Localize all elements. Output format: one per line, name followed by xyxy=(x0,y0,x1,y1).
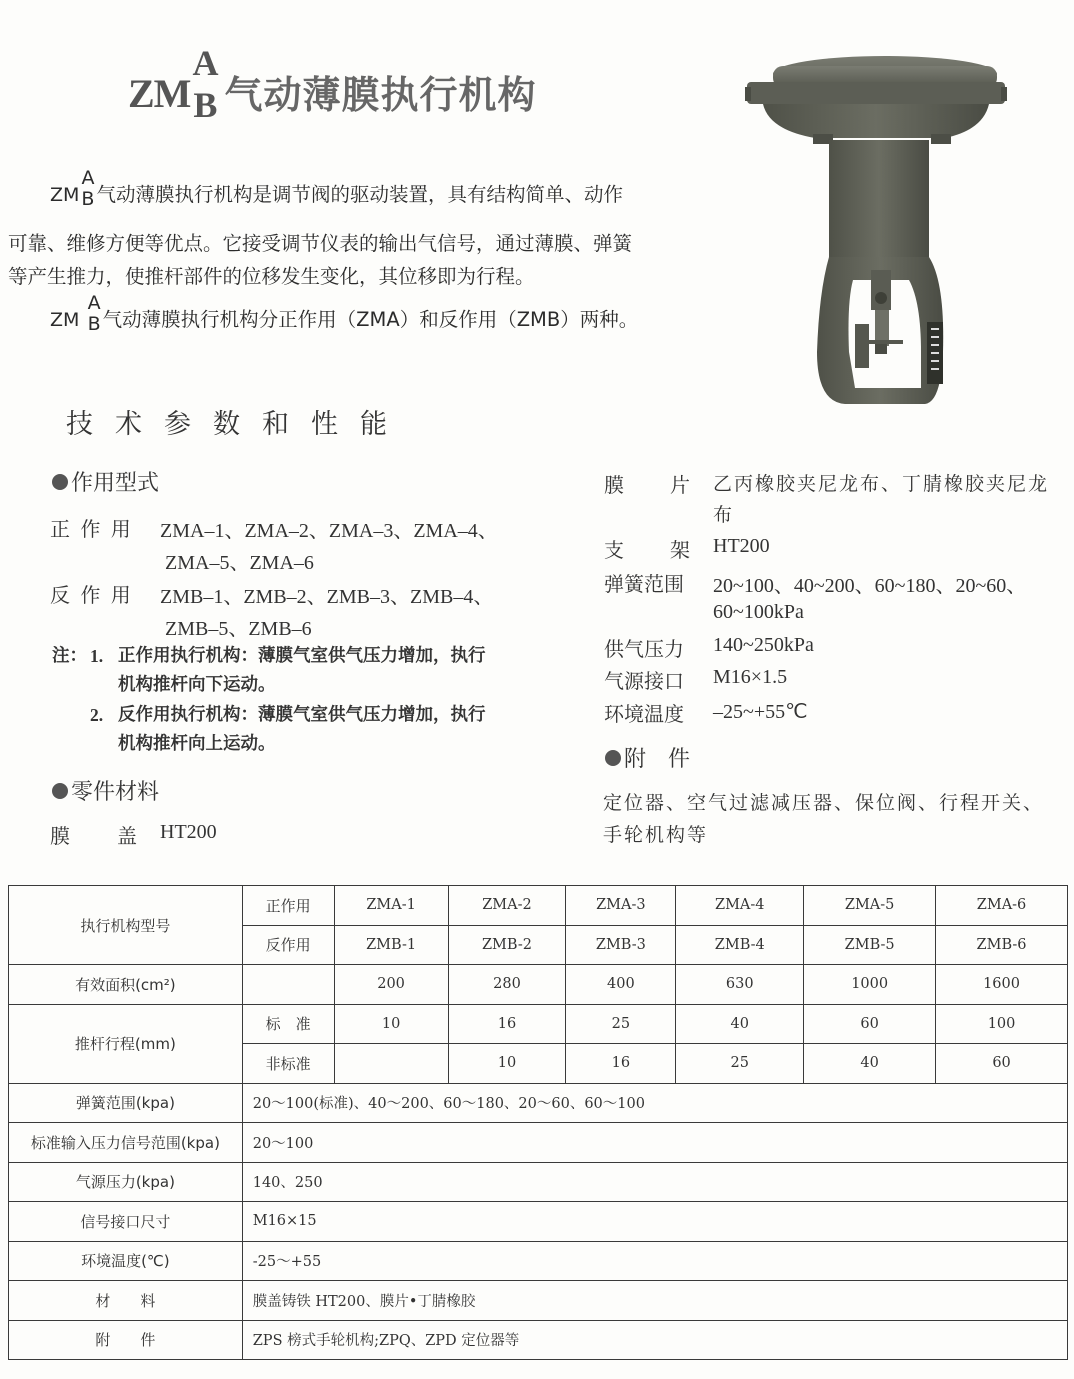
row-value-cell: 140、250 xyxy=(242,1162,1067,1202)
bracket-label-a: 支 xyxy=(604,538,624,562)
area-label-cell: 有效面积(cm²) xyxy=(9,965,243,1005)
bullet-icon xyxy=(605,750,621,766)
reverse-models-line-1: ZMB–1、ZMB–2、ZMB–3、ZMB–4、 xyxy=(160,586,494,608)
intro-text-1: 气动薄膜执行机构是调节阀的驱动装置，具有结构简单、动作 xyxy=(96,183,623,206)
forward-model-cell: ZMA-5 xyxy=(804,886,936,926)
stroke-label-cell: 推杆行程(mm) xyxy=(9,1004,243,1083)
supply-pressure-value: 140~250kPa xyxy=(713,634,814,656)
diaphragm-label-b: 片 xyxy=(670,473,690,497)
intro-ab-stack xyxy=(81,166,95,210)
note-2-line-1: 反作用执行机构：薄膜气室供气压力增加，执行 xyxy=(118,705,486,725)
standard-value-cell: 40 xyxy=(676,1004,804,1044)
action-type-heading-text: 作用型式 xyxy=(71,471,160,496)
nonstandard-value-cell: 10 xyxy=(448,1044,566,1084)
diaphragm-cover-value: HT200 xyxy=(160,821,217,843)
intro-line-4 xyxy=(50,291,639,337)
reverse-model-cell: ZMB-6 xyxy=(936,925,1068,965)
table-row xyxy=(9,1083,1068,1123)
materials-heading xyxy=(52,775,159,806)
forward-cell: 正作用 xyxy=(242,886,334,926)
nonstandard-value-cell: 25 xyxy=(676,1044,804,1084)
table-row xyxy=(9,1281,1068,1321)
table-row xyxy=(9,1123,1068,1163)
row-value-cell: 20～100 xyxy=(242,1123,1067,1163)
bracket-value: HT200 xyxy=(713,535,770,557)
forward-model-cell: ZMA-6 xyxy=(936,886,1068,926)
diaphragm-value: 乙丙橡胶夹尼龙布、丁腈橡胶夹尼龙 xyxy=(713,473,1050,495)
table-row xyxy=(9,886,1068,926)
forward-models-line-1: ZMA–1、ZMA–2、ZMA–3、ZMA–4、 xyxy=(160,520,498,542)
reverse-model-cell: ZMB-5 xyxy=(804,925,936,965)
note-1-line-1: 正作用执行机构：薄膜气室供气压力增加，执行 xyxy=(118,646,486,666)
row-label-cell: 气源压力(kpa) xyxy=(9,1162,243,1202)
standard-value-cell: 60 xyxy=(804,1004,936,1044)
table-row xyxy=(9,965,1068,1005)
forward-label: 正 作 用 xyxy=(50,517,133,541)
intro-text-2: 气动薄膜执行机构分正作用（ZMA）和反作用（ZMB）两种。 xyxy=(102,308,639,331)
intro-sub: B xyxy=(81,187,95,210)
row-value-cell: M16×15 xyxy=(242,1202,1067,1242)
note-1-number: 1. xyxy=(90,646,104,666)
intro-line-3: 等产生推力，使推杆部件的位移发生变化，其位移即为行程。 xyxy=(8,265,535,288)
product-photo xyxy=(745,52,1035,412)
supply-pressure-label: 供气压力 xyxy=(604,637,684,661)
reverse-models-line-2: ZMB–5、ZMB–6 xyxy=(165,618,312,640)
row-value-cell: ZPS 榜式手轮机构;ZPQ、ZPD 定位器等 xyxy=(242,1320,1067,1360)
standard-value-cell: 25 xyxy=(566,1004,676,1044)
standard-cell: 标 准 xyxy=(242,1004,334,1044)
materials-heading-text: 零件材料 xyxy=(71,780,160,805)
model-label-cell: 执行机构型号 xyxy=(9,886,243,965)
row-value-cell: -25～+55 xyxy=(242,1241,1067,1281)
bracket-label-b: 架 xyxy=(670,538,690,562)
title-ab-stack xyxy=(192,43,219,125)
row-value-cell: 膜盖铸铁 HT200、膜片•丁腈橡胶 xyxy=(242,1281,1067,1321)
accessories-line-1: 定位器、空气过滤减压器、保位阀、行程开关、 xyxy=(603,792,1045,814)
nonstandard-value-cell: 60 xyxy=(936,1044,1068,1084)
spring-range-label: 弹簧范围 xyxy=(604,572,684,596)
ambient-temp-value: –25~+55℃ xyxy=(713,701,808,723)
table-row xyxy=(9,1004,1068,1044)
table-row xyxy=(9,1241,1068,1281)
forward-model-cell: ZMA-3 xyxy=(566,886,676,926)
section-title: 技术参数和性能 xyxy=(66,409,409,440)
area-value-cell: 1600 xyxy=(936,965,1068,1005)
area-value-cell: 1000 xyxy=(804,965,936,1005)
bullet-icon xyxy=(52,783,68,799)
forward-model-cell: ZMA-2 xyxy=(448,886,566,926)
note-2-number: 2. xyxy=(90,705,104,725)
note-1-line-2: 机构推杆向下运动。 xyxy=(118,675,276,695)
standard-value-cell: 10 xyxy=(334,1004,448,1044)
diaphragm-value-cont: 布 xyxy=(713,504,735,526)
nonstandard-value-cell xyxy=(334,1044,448,1084)
accessories-heading xyxy=(605,742,690,773)
spec-table xyxy=(8,885,1068,1360)
reverse-model-cell: ZMB-1 xyxy=(334,925,448,965)
intro2-ab-stack xyxy=(87,291,101,335)
diaphragm-cover-label-a: 膜 xyxy=(50,824,70,848)
nonstandard-value-cell: 40 xyxy=(804,1044,936,1084)
note-2-line-2: 机构推杆向上运动。 xyxy=(118,734,276,754)
area-value-cell: 200 xyxy=(334,965,448,1005)
ambient-temp-label: 环境温度 xyxy=(604,702,684,726)
reverse-model-cell: ZMB-2 xyxy=(448,925,566,965)
reverse-model-cell: ZMB-4 xyxy=(676,925,804,965)
spring-range-value-cont: 60~100kPa xyxy=(713,601,804,623)
area-value-cell: 630 xyxy=(676,965,804,1005)
intro2-prefix: ZM xyxy=(50,309,80,331)
diaphragm-cover-label-b: 盖 xyxy=(117,824,137,848)
forward-models-line-2: ZMA–5、ZMA–6 xyxy=(165,552,314,574)
table-row xyxy=(9,1202,1068,1242)
table-row xyxy=(9,1162,1068,1202)
intro-prefix: ZM xyxy=(50,184,80,206)
spring-range-value: 20~100、40~200、60~180、20~60、 xyxy=(713,575,1027,597)
row-label-cell: 弹簧范围(kpa) xyxy=(9,1083,243,1123)
nonstandard-value-cell: 16 xyxy=(566,1044,676,1084)
accessories-heading-text: 附 件 xyxy=(624,747,691,772)
area-value-cell: 400 xyxy=(566,965,676,1005)
bullet-icon xyxy=(52,474,68,490)
row-label-cell: 环境温度(℃) xyxy=(9,1241,243,1281)
air-connection-label: 气源接口 xyxy=(604,669,684,693)
intro-line-2: 可靠、维修方便等优点。它接受调节仪表的输出气信号，通过薄膜、弹簧 xyxy=(8,232,633,255)
table-row xyxy=(9,1320,1068,1360)
row-value-cell: 20～100(标准)、40～200、60～180、20～60、60～100 xyxy=(242,1083,1067,1123)
title-prefix: ZM xyxy=(128,70,191,116)
intro2-sub: B xyxy=(87,312,101,335)
air-connection-value: M16×1.5 xyxy=(713,666,788,688)
forward-model-cell: ZMA-1 xyxy=(334,886,448,926)
row-label-cell: 材 料 xyxy=(9,1281,243,1321)
intro2-super: A xyxy=(87,291,101,314)
intro-super: A xyxy=(81,166,95,189)
diaphragm-label-a: 膜 xyxy=(604,473,624,497)
reverse-label: 反 作 用 xyxy=(50,583,133,607)
row-label-cell: 附 件 xyxy=(9,1320,243,1360)
standard-value-cell: 100 xyxy=(936,1004,1068,1044)
forward-model-cell: ZMA-4 xyxy=(676,886,804,926)
title-super: A xyxy=(192,43,219,83)
title-sub: B xyxy=(193,85,218,125)
area-value-cell: 280 xyxy=(448,965,566,1005)
action-type-heading xyxy=(52,466,159,497)
standard-value-cell: 16 xyxy=(448,1004,566,1044)
reverse-cell: 反作用 xyxy=(242,925,334,965)
row-label-cell: 信号接口尺寸 xyxy=(9,1202,243,1242)
accessories-line-2: 手轮机构等 xyxy=(603,824,709,846)
reverse-model-cell: ZMB-3 xyxy=(566,925,676,965)
row-label-cell: 标准输入压力信号范围(kpa) xyxy=(9,1123,243,1163)
empty-cell xyxy=(242,965,334,1005)
actuator-illustration xyxy=(745,52,1035,412)
title-text: 气动薄膜执行机构 xyxy=(224,72,537,117)
page-title xyxy=(128,43,537,138)
note-prefix: 注： xyxy=(52,646,87,666)
nonstandard-cell: 非标准 xyxy=(242,1044,334,1084)
intro-line-1 xyxy=(50,166,623,212)
